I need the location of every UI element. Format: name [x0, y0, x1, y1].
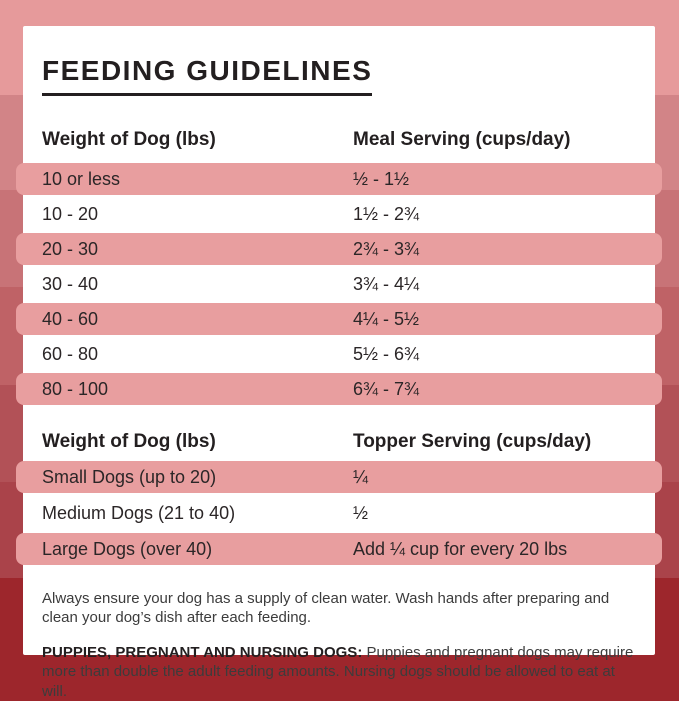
table-row: [16, 303, 662, 335]
meal-table: [23, 163, 655, 405]
weight-cell: 60 - 80: [42, 344, 98, 364]
serving-cell: 3¾ - 4¼: [353, 268, 419, 300]
meal-table-header-row: [23, 129, 655, 151]
serving-cell: 2¾ - 3¾: [353, 233, 419, 265]
page-title: FEEDING GUIDELINES: [42, 58, 372, 96]
table-row: [16, 233, 662, 265]
serving-cell: ½ - 1½: [353, 163, 409, 195]
topper-table: [23, 461, 655, 565]
serving-cell: ¼: [353, 461, 368, 493]
feeding-guidelines-card: [23, 26, 655, 655]
weight-cell: 80 - 100: [42, 379, 108, 399]
table-row: [23, 198, 655, 230]
table-row: [23, 338, 655, 370]
table-row: [16, 461, 662, 493]
meal-weight-column-header: Weight of Dog (lbs): [42, 129, 216, 150]
weight-cell: Medium Dogs (21 to 40): [42, 503, 235, 523]
special-feeding-note: [42, 643, 642, 701]
weight-cell: 20 - 30: [42, 239, 98, 259]
serving-cell: Add ¼ cup for every 20 lbs: [353, 533, 567, 565]
table-row: [23, 497, 655, 529]
water-note: Always ensure your dog has a supply of clean water. Wash hands after preparing and clean your dog’s dish after each feeding.: [42, 589, 642, 628]
serving-cell: 5½ - 6¾: [353, 338, 419, 370]
serving-cell: ½: [353, 497, 368, 529]
topper-weight-column-header: Weight of Dog (lbs): [42, 431, 216, 452]
table-row: [16, 163, 662, 195]
weight-cell: 10 or less: [42, 169, 120, 189]
weight-cell: 30 - 40: [42, 274, 98, 294]
weight-cell: Small Dogs (up to 20): [42, 467, 216, 487]
special-feeding-note-label: PUPPIES, PREGNANT AND NURSING DOGS:: [42, 644, 362, 661]
serving-cell: 1½ - 2¾: [353, 198, 419, 230]
topper-serving-column-header: Topper Serving (cups/day): [353, 431, 591, 453]
meal-serving-column-header: Meal Serving (cups/day): [353, 129, 571, 151]
table-row: [23, 268, 655, 300]
weight-cell: 40 - 60: [42, 309, 98, 329]
table-row: [16, 533, 662, 565]
topper-table-header-row: [23, 431, 655, 453]
weight-cell: 10 - 20: [42, 204, 98, 224]
serving-cell: 6¾ - 7¾: [353, 373, 419, 405]
serving-cell: 4¼ - 5½: [353, 303, 419, 335]
table-row: [16, 373, 662, 405]
special-feeding-note-text: Puppies and pregnant dogs may require more than double the adult feeding amounts. Nursing dogs should be allowed to eat at will.: [42, 644, 633, 700]
weight-cell: Large Dogs (over 40): [42, 539, 212, 559]
